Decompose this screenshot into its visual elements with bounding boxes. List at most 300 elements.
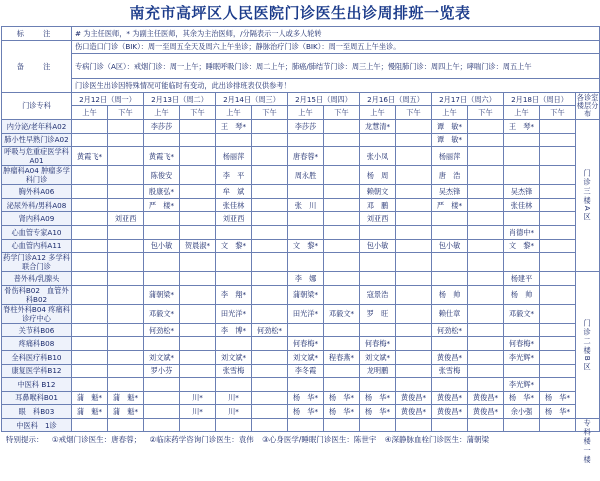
doctor-cell <box>252 391 288 405</box>
header-day: 2月16日（周五） <box>360 92 432 106</box>
schedule-row <box>2 253 600 272</box>
footer-item: ①戒烟门诊医生：唐春蓉； <box>51 435 142 445</box>
dept-name: 中医科 1诊 <box>2 418 72 432</box>
doctor-cell: 川* <box>180 405 216 419</box>
doctor-cell <box>252 364 288 378</box>
header-pm: 下午 <box>252 106 288 120</box>
doctor-cell <box>540 304 576 323</box>
location-special: 专科楼一楼 <box>576 418 600 432</box>
doctor-cell <box>396 147 432 166</box>
doctor-cell <box>432 378 468 392</box>
dept-name: 肺小性早熟门诊A02 <box>2 133 72 147</box>
doctor-cell <box>468 166 504 185</box>
doctor-cell <box>468 212 504 226</box>
doctor-cell <box>396 418 432 432</box>
doctor-cell <box>396 225 432 239</box>
dept-name: 胸外科A06 <box>2 185 72 199</box>
doctor-cell <box>252 405 288 419</box>
doctor-cell <box>540 285 576 304</box>
doctor-cell <box>180 119 216 133</box>
doctor-cell <box>468 198 504 212</box>
doctor-cell <box>180 185 216 199</box>
doctor-cell <box>72 304 108 323</box>
doctor-cell: 李 翔* <box>216 285 252 304</box>
doctor-cell: 殷康弘* <box>144 185 180 199</box>
doctor-cell <box>540 378 576 392</box>
doctor-cell <box>144 253 180 272</box>
note-remark-1: 伤口造口门诊（BIK）：周一至周五全天及周六上午坐诊；静脉治疗门诊（BIK）：周一至周五上午坐诊。 <box>72 40 600 54</box>
doctor-cell: 余小强 <box>504 405 540 419</box>
doctor-cell: 张雪梅 <box>216 364 252 378</box>
doctor-cell: 杨 华* <box>540 405 576 419</box>
doctor-cell <box>180 166 216 185</box>
schedule-row <box>2 323 600 337</box>
doctor-cell: 赖朝文 <box>360 185 396 199</box>
dept-name: 肾内科A09 <box>2 212 72 226</box>
doctor-cell <box>468 185 504 199</box>
doctor-cell <box>360 418 396 432</box>
doctor-cell: 黄俊昌* <box>432 350 468 364</box>
schedule-row <box>2 272 600 286</box>
doctor-cell <box>468 285 504 304</box>
schedule-row <box>2 166 600 185</box>
doctor-cell <box>72 323 108 337</box>
doctor-cell: 川* <box>216 391 252 405</box>
note-remark-2: 专病门诊（A区）：戒烟门诊：周一上午；睡眠呼吸门诊：周二上午；肺癌/肺结节门诊：周三上午；慢阻肺门诊：周四上午；哮喘门诊：周五上午 <box>72 54 600 79</box>
doctor-cell <box>72 198 108 212</box>
doctor-cell <box>216 418 252 432</box>
doctor-cell <box>324 272 360 286</box>
schedule-row <box>2 350 600 364</box>
doctor-cell: 黄俊昌* <box>396 391 432 405</box>
doctor-cell <box>540 166 576 185</box>
doctor-cell <box>252 350 288 364</box>
doctor-cell: 刘文斌* <box>144 350 180 364</box>
dept-name: 疼痛科B08 <box>2 337 72 351</box>
doctor-cell <box>180 304 216 323</box>
doctor-cell <box>216 225 252 239</box>
doctor-cell <box>432 272 468 286</box>
doctor-cell <box>72 272 108 286</box>
doctor-cell: 罗小芬 <box>144 364 180 378</box>
doctor-cell <box>396 212 432 226</box>
doctor-cell: 包小敏 <box>432 239 468 253</box>
doctor-cell <box>72 350 108 364</box>
doctor-cell <box>432 253 468 272</box>
header-pm: 下午 <box>108 106 144 120</box>
doctor-cell <box>324 225 360 239</box>
doctor-cell: 杨丽萍 <box>216 147 252 166</box>
schedule-row <box>2 198 600 212</box>
doctor-cell <box>108 198 144 212</box>
doctor-cell <box>540 185 576 199</box>
doctor-cell <box>72 225 108 239</box>
doctor-cell <box>288 418 324 432</box>
doctor-cell <box>540 198 576 212</box>
doctor-cell: 刘亚西 <box>216 212 252 226</box>
doctor-cell <box>108 337 144 351</box>
schedule-row <box>2 225 600 239</box>
doctor-cell <box>540 272 576 286</box>
doctor-cell <box>468 364 504 378</box>
doctor-cell <box>324 239 360 253</box>
doctor-cell <box>540 133 576 147</box>
doctor-cell: 吴杰锋 <box>504 185 540 199</box>
doctor-cell: 李 平 <box>216 166 252 185</box>
doctor-cell: 李光辉* <box>504 350 540 364</box>
schedule-row <box>2 147 600 166</box>
schedule-row <box>2 378 600 392</box>
note-mark-text: # 为主任医师，* 为副主任医师，其余为主治医师，/分隔表示一人或多人轮转 <box>72 27 600 41</box>
schedule-row <box>2 133 600 147</box>
doctor-cell: 黄霞飞* <box>144 147 180 166</box>
doctor-cell <box>252 285 288 304</box>
doctor-cell <box>252 119 288 133</box>
note-label-remark: 备 注 <box>2 40 72 92</box>
doctor-cell <box>108 166 144 185</box>
doctor-cell <box>396 378 432 392</box>
doctor-cell: 黄俊昌* <box>468 391 504 405</box>
doctor-cell <box>252 337 288 351</box>
doctor-cell <box>324 285 360 304</box>
schedule-row <box>2 405 600 419</box>
doctor-cell <box>72 285 108 304</box>
header-am: 上午 <box>72 106 108 120</box>
doctor-cell <box>216 378 252 392</box>
doctor-cell: 邓毅文* <box>324 304 360 323</box>
doctor-cell: 李莎莎 <box>288 119 324 133</box>
doctor-cell <box>360 272 396 286</box>
doctor-cell <box>324 253 360 272</box>
doctor-cell <box>72 119 108 133</box>
doctor-cell: 黄霞飞* <box>72 147 108 166</box>
doctor-cell <box>396 364 432 378</box>
doctor-cell <box>288 323 324 337</box>
doctor-cell <box>432 225 468 239</box>
doctor-cell <box>468 225 504 239</box>
doctor-cell <box>216 133 252 147</box>
doctor-cell <box>324 166 360 185</box>
doctor-cell <box>108 304 144 323</box>
doctor-cell: 吴杰锋 <box>432 185 468 199</box>
doctor-cell <box>360 323 396 337</box>
doctor-cell <box>180 225 216 239</box>
doctor-cell <box>540 418 576 432</box>
dept-name: 药学门诊A12 多学科联合门诊 <box>3 253 70 272</box>
doctor-cell <box>108 323 144 337</box>
doctor-cell <box>144 405 180 419</box>
header-location: 各诊室楼层分布 <box>576 92 599 118</box>
header-am: 上午 <box>432 106 468 120</box>
doctor-cell: 蒲 魁* <box>72 405 108 419</box>
doctor-cell <box>216 253 252 272</box>
doctor-cell: 李 娜 <box>288 272 324 286</box>
header-am: 上午 <box>360 106 396 120</box>
note-label-mark: 标 注 <box>2 27 72 41</box>
header-day: 2月15日（周四） <box>288 92 360 106</box>
doctor-cell <box>396 166 432 185</box>
doctor-cell <box>72 337 108 351</box>
doctor-cell: 何劲松* <box>252 323 288 337</box>
doctor-cell: 龙慧清* <box>360 119 396 133</box>
doctor-cell <box>396 253 432 272</box>
doctor-cell: 邓毅文* <box>504 304 540 323</box>
doctor-cell: 黄俊昌* <box>396 405 432 419</box>
doctor-cell <box>180 253 216 272</box>
doctor-cell <box>540 337 576 351</box>
doctor-cell: 川* <box>216 405 252 419</box>
doctor-cell: 蒲朝梁* <box>144 285 180 304</box>
doctor-cell <box>180 337 216 351</box>
doctor-cell: 杨 华* <box>360 391 396 405</box>
doctor-cell: 田光洋* <box>216 304 252 323</box>
doctor-cell: 李冬霞 <box>288 364 324 378</box>
doctor-cell: 田光洋* <box>288 304 324 323</box>
schedule-row <box>2 185 600 199</box>
doctor-cell <box>324 198 360 212</box>
doctor-cell: 赖仕章 <box>432 304 468 323</box>
dept-name: 普外科/乳腺头 <box>2 272 72 286</box>
doctor-cell: 刘文斌* <box>216 350 252 364</box>
doctor-cell <box>180 272 216 286</box>
doctor-cell: 川* <box>180 391 216 405</box>
doctor-cell <box>144 225 180 239</box>
doctor-cell <box>324 378 360 392</box>
doctor-cell <box>432 418 468 432</box>
doctor-cell <box>504 323 540 337</box>
doctor-cell <box>108 147 144 166</box>
doctor-cell <box>180 147 216 166</box>
doctor-cell: 李 博* <box>216 323 252 337</box>
doctor-cell: 何春梅* <box>288 337 324 351</box>
note-row-1 <box>2 27 600 41</box>
doctor-cell <box>252 418 288 432</box>
header-am: 上午 <box>504 106 540 120</box>
doctor-cell: 杨 帅 <box>504 285 540 304</box>
dept-name: 眼 科B03 <box>2 405 72 419</box>
doctor-cell <box>252 185 288 199</box>
dept-name: 脊柱外科B04 疼痛科诊疗中心 <box>3 304 70 323</box>
doctor-cell <box>540 119 576 133</box>
doctor-cell <box>324 323 360 337</box>
doctor-cell: 刘亚西 <box>360 212 396 226</box>
header-am: 上午 <box>288 106 324 120</box>
dept-name: 内分泌/老年科A02 <box>2 119 72 133</box>
dept-name: 耳鼻喉科B01 <box>2 391 72 405</box>
footer-note <box>0 432 600 448</box>
doctor-cell <box>108 285 144 304</box>
doctor-cell <box>144 378 180 392</box>
note-row-2 <box>2 40 600 54</box>
doctor-cell <box>324 212 360 226</box>
doctor-cell <box>144 391 180 405</box>
dept-name: 骨伤科B02 血管外科B02 <box>2 285 72 304</box>
doctor-cell <box>108 272 144 286</box>
header-pm: 下午 <box>468 106 504 120</box>
doctor-cell <box>540 350 576 364</box>
doctor-cell: 严 楼* <box>432 198 468 212</box>
doctor-cell <box>432 337 468 351</box>
doctor-cell <box>108 185 144 199</box>
doctor-cell: 黄俊昌* <box>468 405 504 419</box>
doctor-cell <box>72 212 108 226</box>
doctor-cell: 张佳林 <box>216 198 252 212</box>
doctor-cell: 唐春蓉* <box>288 147 324 166</box>
doctor-cell <box>468 350 504 364</box>
doctor-cell <box>360 225 396 239</box>
doctor-cell <box>252 304 288 323</box>
page-title: 南充市高坪区人民医院门诊医生出诊周排班一览表 <box>129 4 471 22</box>
doctor-cell <box>504 133 540 147</box>
header-pm: 下午 <box>396 106 432 120</box>
doctor-cell <box>108 378 144 392</box>
doctor-cell <box>180 198 216 212</box>
header-row-days <box>2 92 600 106</box>
doctor-cell: 刘亚西 <box>108 212 144 226</box>
doctor-cell <box>468 337 504 351</box>
doctor-cell <box>72 239 108 253</box>
doctor-cell: 罗 旺 <box>360 304 396 323</box>
doctor-cell: 杨 周 <box>360 166 396 185</box>
note-remark-3: 门诊医生出诊因特殊情况可能临时有变动，此出诊排班表仅供参考！ <box>72 79 600 93</box>
doctor-cell: 蒲 魁* <box>72 391 108 405</box>
doctor-cell: 包小敏 <box>144 239 180 253</box>
doctor-cell <box>252 225 288 239</box>
doctor-cell <box>540 323 576 337</box>
doctor-cell <box>108 364 144 378</box>
doctor-cell: 文 黎* <box>504 239 540 253</box>
dept-name: 关节科B06 <box>2 323 72 337</box>
header-row-ampm <box>2 106 600 120</box>
doctor-cell <box>468 239 504 253</box>
doctor-cell <box>252 166 288 185</box>
doctor-cell: 文 黎* <box>216 239 252 253</box>
header-dept: 门诊专科 <box>2 92 72 119</box>
doctor-cell: 黄俊昌* <box>432 391 468 405</box>
doctor-cell <box>252 378 288 392</box>
dept-name: 泌尿外科/男科A08 <box>2 198 72 212</box>
doctor-cell <box>504 147 540 166</box>
schedule-row <box>2 285 600 304</box>
header-am: 上午 <box>144 106 180 120</box>
doctor-cell: 周永胜 <box>288 166 324 185</box>
doctor-cell: 严 楼* <box>144 198 180 212</box>
header-pm: 下午 <box>180 106 216 120</box>
doctor-cell <box>360 378 396 392</box>
header-pm: 下午 <box>540 106 576 120</box>
doctor-cell: 何劲松* <box>144 323 180 337</box>
header-am: 上午 <box>216 106 252 120</box>
doctor-cell <box>540 212 576 226</box>
dept-name: 肿瘤科A04 肿瘤多学科门诊 <box>3 166 70 185</box>
dept-name: 呼吸与危重症医学科 A01 <box>2 147 72 166</box>
doctor-cell: 杨 华* <box>360 405 396 419</box>
dept-name: 心血管专家A10 <box>2 225 72 239</box>
doctor-cell <box>72 166 108 185</box>
doctor-cell <box>396 133 432 147</box>
schedule-row <box>2 119 600 133</box>
doctor-cell <box>252 147 288 166</box>
doctor-cell: 邓毅文* <box>144 304 180 323</box>
doctor-cell <box>180 285 216 304</box>
doctor-cell <box>396 185 432 199</box>
doctor-cell <box>108 133 144 147</box>
doctor-cell: 张 川 <box>288 198 324 212</box>
doctor-cell: 杨 华* <box>324 391 360 405</box>
doctor-cell <box>396 198 432 212</box>
doctor-cell <box>288 133 324 147</box>
doctor-cell: 唐 浩 <box>432 166 468 185</box>
dept-name: 康复医学科B12 <box>2 364 72 378</box>
footer-item: ④深静脉血栓门诊医生：蒲朝梁 <box>384 435 490 445</box>
doctor-cell <box>252 198 288 212</box>
header-day: 2月17日（周六） <box>432 92 504 106</box>
footer-item: ③心身医学/睡眠门诊医生：陈世宇 <box>262 435 377 445</box>
doctor-cell <box>72 133 108 147</box>
doctor-cell: 谭 敏* <box>432 133 468 147</box>
doctor-cell: 蒲 魁* <box>108 405 144 419</box>
header-day: 2月14日（周三） <box>216 92 288 106</box>
doctor-cell <box>540 253 576 272</box>
doctor-cell <box>180 133 216 147</box>
note-row-3 <box>2 54 600 79</box>
doctor-cell: 邓 鹏 <box>360 198 396 212</box>
schedule-row <box>2 239 600 253</box>
doctor-cell <box>504 166 540 185</box>
doctor-cell <box>288 253 324 272</box>
doctor-cell: 杨 华* <box>540 391 576 405</box>
doctor-cell <box>216 337 252 351</box>
header-day: 2月18日（周日） <box>504 92 576 106</box>
doctor-cell: 王 琴* <box>504 119 540 133</box>
doctor-cell <box>144 133 180 147</box>
doctor-cell: 杨 华* <box>504 391 540 405</box>
doctor-cell: 杨 帅 <box>432 285 468 304</box>
doctor-cell <box>360 253 396 272</box>
doctor-cell: 寇景浩 <box>360 285 396 304</box>
schedule-row <box>2 212 600 226</box>
doctor-cell <box>108 350 144 364</box>
doctor-cell <box>144 212 180 226</box>
doctor-cell: 刘文斌* <box>360 350 396 364</box>
doctor-cell <box>504 212 540 226</box>
footer-item: ②临床药学咨询门诊医生：袁伟 <box>149 435 254 445</box>
doctor-cell <box>396 119 432 133</box>
dept-name: 全科医疗科B10 <box>2 350 72 364</box>
doctor-cell <box>72 185 108 199</box>
doctor-cell <box>252 133 288 147</box>
doctor-cell <box>396 239 432 253</box>
doctor-cell <box>468 133 504 147</box>
doctor-cell: 张雪梅 <box>432 364 468 378</box>
doctor-cell <box>252 253 288 272</box>
doctor-cell <box>180 378 216 392</box>
doctor-cell <box>72 378 108 392</box>
doctor-cell <box>360 133 396 147</box>
doctor-cell <box>252 272 288 286</box>
footer-label: 特别提示： <box>6 435 44 445</box>
doctor-cell <box>252 239 288 253</box>
doctor-cell <box>144 418 180 432</box>
doctor-cell: 蒲 魁* <box>108 391 144 405</box>
location-floor-b: 门诊二楼B区 <box>576 272 600 419</box>
doctor-cell <box>72 364 108 378</box>
schedule-row <box>2 364 600 378</box>
doctor-cell <box>504 418 540 432</box>
location-floor-a: 门诊三楼A区 <box>576 119 600 271</box>
doctor-cell <box>468 323 504 337</box>
doctor-cell: 何春梅* <box>504 337 540 351</box>
